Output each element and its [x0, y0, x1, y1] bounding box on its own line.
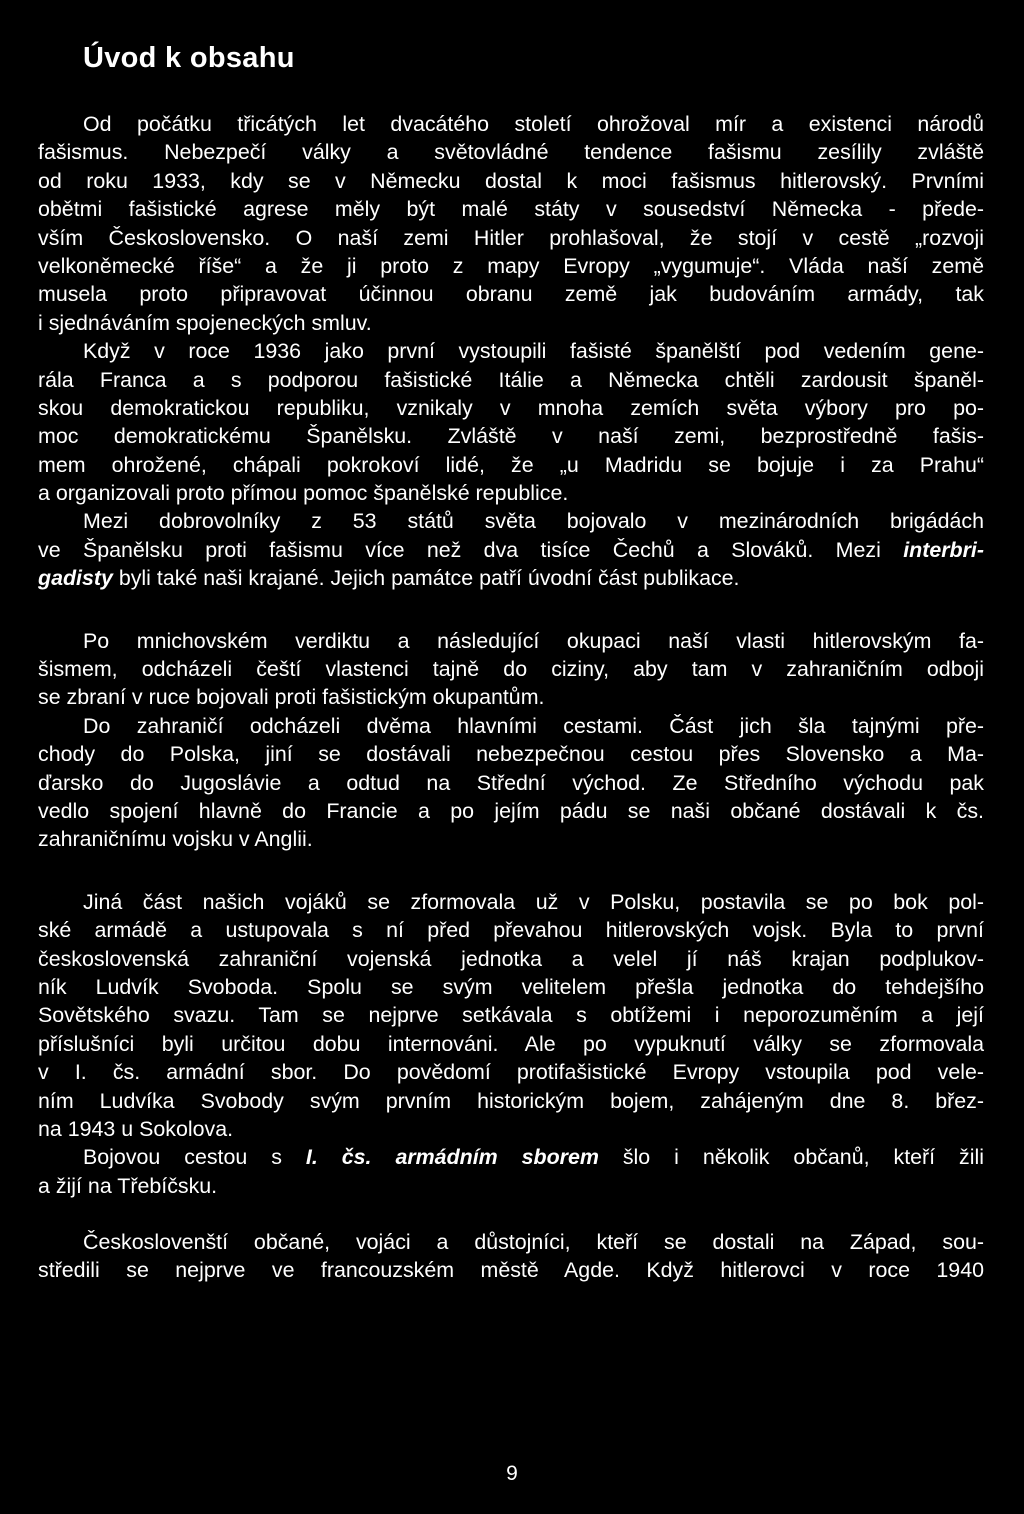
text-line: mem ohrožené, chápali pokrokoví lidé, že „u Madridu se bojuje i za Prahu“: [38, 452, 984, 477]
text-line: [38, 1143, 984, 1171]
text-line: v I. čs. armádní sbor. Do povědomí protifašistické Evropy vstoupila pod vele-: [38, 1060, 984, 1085]
text-line: a organizovali proto přímou pomoc španělské republice.: [38, 481, 569, 506]
text-line: vším Československo. O naší zemi Hitler prohlašoval, že stojí v cestě „rozvoji: [38, 225, 984, 250]
text-line: [38, 564, 984, 592]
text-line: Českoslovenští občané, vojáci a důstojníci, kteří se dostali na Západ, sou-: [83, 1230, 984, 1255]
text-line: musela proto připravovat účinnou obranu země jak budováním armády, tak: [38, 282, 984, 307]
text-line: chody do Polska, jiní se dostávali nebezpečnou cestou přes Slovensko a Ma-: [38, 742, 984, 767]
text-line: vedlo spojení hlavně do Francie a po jejím pádu se naši občané dostávali k čs.: [38, 798, 984, 823]
text-run: byli také naši krajané. Jejich památce patří úvodní část publikace.: [112, 566, 740, 591]
text-line: Když v roce 1936 jako první vystoupili fašisté španělští pod vedením gene-: [83, 339, 984, 364]
paragraph: [38, 627, 984, 712]
text-line: ník Ludvík Svoboda. Spolu se svým velitelem přešla jednotka do tehdejšího: [38, 974, 984, 999]
emphasis-term: I. čs. armádním sborem: [305, 1145, 599, 1170]
text-run: Bojovou cestou s: [83, 1145, 306, 1170]
text-line: Do zahraničí odcházeli dvěma hlavními cestami. Část jich šla tajnými pře-: [83, 713, 984, 738]
text-line: rála Franca a s podporou fašistické Itálie a Německa chtěli zardousit španěl-: [38, 367, 984, 392]
page-title: Úvod k obsahu: [83, 42, 295, 74]
text-line: Po mnichovském verdiktu a následující okupaci naší vlasti hitlerovským fa-: [83, 628, 984, 653]
text-line: skou demokratickou republiku, vznikaly v mnoha zemích světa výbory pro po-: [38, 395, 984, 420]
paragraph: [38, 507, 984, 592]
text-line: se zbraní v ruce bojovali proti fašistickým okupantům.: [38, 685, 545, 710]
paragraph: [38, 1143, 984, 1200]
text-line: středili se nejprve ve francouzském městě Agde. Když hitlerovci v roce 1940: [38, 1258, 984, 1283]
text-line: velkoněmecké říše“ a že ji proto z mapy Evropy „vygumuje“. Vláda naší země: [38, 253, 984, 278]
text-line: československá zahraniční vojenská jednotka a velel jí náš krajan podplukov-: [38, 946, 984, 971]
emphasis-term: gadisty: [38, 566, 113, 591]
text-line: na 1943 u Sokolova.: [38, 1116, 234, 1141]
text-line: i sjednáváním spojeneckých smluv.: [38, 310, 372, 335]
emphasis-term: interbri-: [903, 537, 984, 562]
text-line: Jiná část našich vojáků se zformovala už v Polsku, postavila se po bok pol-: [83, 889, 984, 914]
text-line: šismem, odcházeli čeští vlastenci tajně do ciziny, aby tam v zahraničním odboji: [38, 657, 984, 682]
paragraph: [38, 110, 984, 337]
text-line: obětmi fašistické agrese měly být malé státy v sousedství Německa - přede-: [38, 197, 984, 222]
text-line: a žijí na Třebíčsku.: [38, 1173, 218, 1198]
paragraph-gap: [38, 854, 984, 888]
paragraph-gap: [38, 1200, 984, 1228]
text-line: Od počátku třicátých let dvacátého století ohrožoval mír a existenci národů: [83, 112, 984, 136]
text-run: ve Španělsku proti fašismu více než dva tisíce Čechů a Slováků. Mezi: [38, 537, 904, 562]
text-line: příslušníci byli určitou dobu internováni. Ale po vypuknutí války se zformovala: [38, 1031, 984, 1056]
page-number: 9: [506, 1462, 518, 1485]
text-line: fašismus. Nebezpečí války a světovládné tendence fašismu zesílily zvláště: [38, 140, 984, 165]
paragraph: [38, 888, 984, 1144]
text-line: ďarsko do Jugoslávie a odtud na Střední východ. Ze Středního východu pak: [38, 770, 984, 795]
paragraph: [38, 1228, 984, 1285]
text-line: od roku 1933, kdy se v Německu dostal k moci fašismus hitlerovský. Prvními: [38, 168, 984, 193]
paragraph-gap: [38, 593, 984, 627]
paragraph: [38, 712, 984, 854]
text-line: ské armádě a ustupovala s ní před převahou hitlerovských vojsk. Byla to první: [38, 918, 984, 943]
text-line: Sovětského svazu. Tam se nejprve setkávala s obtížemi i neporozuměním a její: [38, 1003, 984, 1028]
text-line: moc demokratickému Španělsku. Zvláště v naší zemi, bezprostředně fašis-: [38, 424, 984, 449]
text-line: ním Ludvíka Svobody svým prvním historickým bojem, zahájeným dne 8. břez-: [38, 1088, 984, 1113]
text-run: šlo i několik občanů, kteří žili: [598, 1145, 985, 1170]
paragraph: [38, 337, 984, 507]
text-line: [38, 536, 984, 564]
body-text: [38, 110, 984, 1285]
text-line: Mezi dobrovolníky z 53 států světa bojovalo v mezinárodních brigádách: [83, 509, 984, 534]
text-line: zahraničnímu vojsku v Anglii.: [38, 827, 313, 852]
